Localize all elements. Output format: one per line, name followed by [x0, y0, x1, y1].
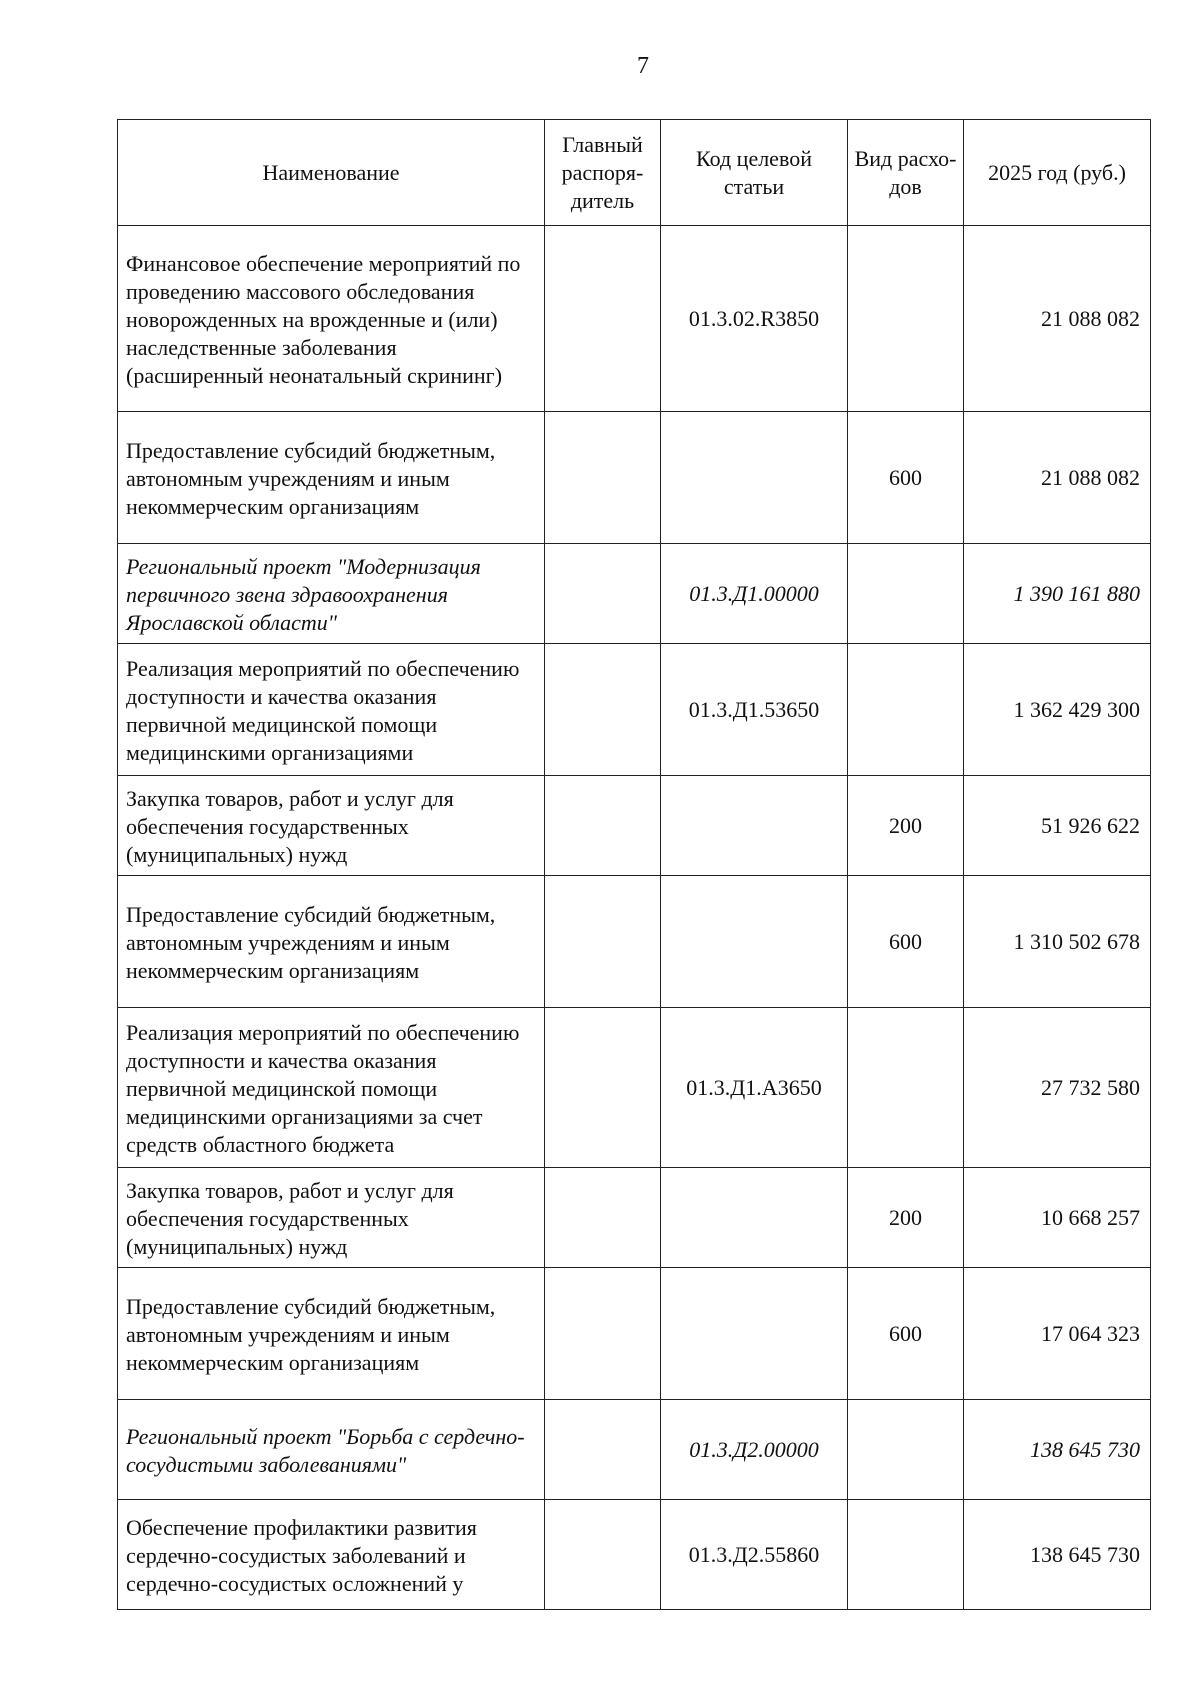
row-expense-type-cell: [848, 1500, 964, 1610]
row-expense-type-cell: 600: [848, 876, 964, 1008]
row-main-manager-cell: [545, 644, 661, 776]
row-target-code-cell: [661, 876, 848, 1008]
row-expense-type-cell: [848, 544, 964, 644]
row-name-cell: Реализация мероприятий по обеспечению доступности и качества оказания первичной медицинской помощи медицинскими организациями за счет средств областного бюджета: [118, 1008, 545, 1168]
row-name-cell: Финансовое обеспечение мероприятий по проведению массового обследования новорожденных на врожденные и (или) наследственные заболевания (расширенный неонатальный скрининг): [118, 226, 545, 412]
row-main-manager-cell: [545, 876, 661, 1008]
row-expense-type-cell: 200: [848, 1168, 964, 1268]
row-target-code-cell: [661, 1268, 848, 1400]
row-main-manager-cell: [545, 1268, 661, 1400]
row-target-code-cell: 01.3.Д1.А3650: [661, 1008, 848, 1168]
row-target-code-cell: [661, 1168, 848, 1268]
row-amount-cell: 10 668 257: [964, 1168, 1151, 1268]
row-amount-cell: 27 732 580: [964, 1008, 1151, 1168]
row-amount-cell: 21 088 082: [964, 412, 1151, 544]
row-name-cell: Предоставление субсидий бюджетным, автономным учреждениям и иным некоммерческим организациям: [118, 876, 545, 1008]
table-row: [118, 1008, 1151, 1168]
row-target-code-cell: 01.3.Д1.00000: [661, 544, 848, 644]
header-expense-type: Вид расхо- дов: [848, 120, 964, 226]
row-amount-cell: 1 390 161 880: [964, 544, 1151, 644]
row-amount-cell: 21 088 082: [964, 226, 1151, 412]
table-row: [118, 412, 1151, 544]
row-target-code-cell: [661, 412, 848, 544]
row-target-code-cell: 01.3.Д2.00000: [661, 1400, 848, 1500]
row-main-manager-cell: [545, 226, 661, 412]
budget-table: [117, 119, 1151, 1610]
row-name-cell: Предоставление субсидий бюджетным, автономным учреждениям и иным некоммерческим организациям: [118, 412, 545, 544]
row-expense-type-cell: [848, 226, 964, 412]
table-row: [118, 876, 1151, 1008]
row-name-cell: Обеспечение профилактики развития сердечно-сосудистых заболеваний и сердечно-сосудистых осложнений у: [118, 1500, 545, 1610]
header-name: Наименование: [118, 120, 545, 226]
table-header-row: [118, 120, 1151, 226]
row-name-cell: Региональный проект "Борьба с сердечно-сосудистыми заболеваниями": [118, 1400, 545, 1500]
table-row: [118, 644, 1151, 776]
row-amount-cell: 17 064 323: [964, 1268, 1151, 1400]
row-name-cell: Региональный проект "Модернизация первичного звена здравоохранения Ярославской области": [118, 544, 545, 644]
row-amount-cell: 1 362 429 300: [964, 644, 1151, 776]
row-amount-cell: 1 310 502 678: [964, 876, 1151, 1008]
row-main-manager-cell: [545, 776, 661, 876]
row-target-code-cell: [661, 776, 848, 876]
table-row: [118, 544, 1151, 644]
row-name-cell: Закупка товаров, работ и услуг для обеспечения государственных (муниципальных) нужд: [118, 1168, 545, 1268]
table-row: [118, 226, 1151, 412]
row-name-cell: Предоставление субсидий бюджетным, автономным учреждениям и иным некоммерческим организациям: [118, 1268, 545, 1400]
row-expense-type-cell: [848, 1008, 964, 1168]
row-target-code-cell: 01.3.Д1.53650: [661, 644, 848, 776]
row-main-manager-cell: [545, 412, 661, 544]
row-main-manager-cell: [545, 1400, 661, 1500]
header-year-2025: 2025 год (руб.): [964, 120, 1151, 226]
row-target-code-cell: 01.3.02.R3850: [661, 226, 848, 412]
row-expense-type-cell: 600: [848, 412, 964, 544]
row-main-manager-cell: [545, 1500, 661, 1610]
header-main-manager: Главный распоря- дитель: [545, 120, 661, 226]
row-main-manager-cell: [545, 1008, 661, 1168]
header-target-code: Код целевой статьи: [661, 120, 848, 226]
table-row: [118, 1168, 1151, 1268]
table-row: [118, 1500, 1151, 1610]
row-amount-cell: 138 645 730: [964, 1400, 1151, 1500]
row-main-manager-cell: [545, 544, 661, 644]
row-amount-cell: 138 645 730: [964, 1500, 1151, 1610]
row-target-code-cell: 01.3.Д2.55860: [661, 1500, 848, 1610]
row-amount-cell: 51 926 622: [964, 776, 1151, 876]
table-body: [118, 226, 1151, 1610]
row-name-cell: Реализация мероприятий по обеспечению доступности и качества оказания первичной медицинской помощи медицинскими организациями: [118, 644, 545, 776]
row-main-manager-cell: [545, 1168, 661, 1268]
row-expense-type-cell: 600: [848, 1268, 964, 1400]
table-row: [118, 776, 1151, 876]
page-number: 7: [637, 53, 649, 79]
table-row: [118, 1268, 1151, 1400]
table-row: [118, 1400, 1151, 1500]
row-name-cell: Закупка товаров, работ и услуг для обеспечения государственных (муниципальных) нужд: [118, 776, 545, 876]
row-expense-type-cell: 200: [848, 776, 964, 876]
row-expense-type-cell: [848, 644, 964, 776]
row-expense-type-cell: [848, 1400, 964, 1500]
